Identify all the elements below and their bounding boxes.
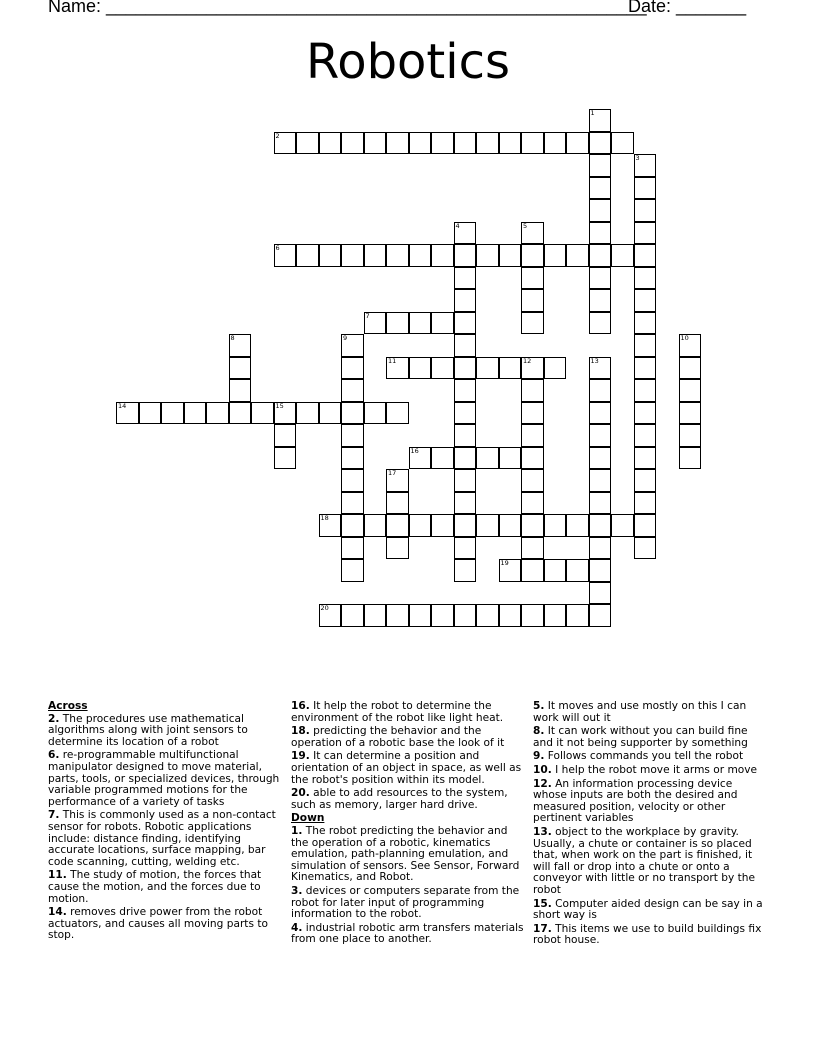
grid-cell[interactable] bbox=[566, 132, 589, 155]
grid-cell[interactable] bbox=[499, 559, 522, 582]
grid-cell[interactable] bbox=[589, 559, 612, 582]
clue-across-16: 16. It help the robot to determine the environment of the robot like light heat. bbox=[291, 700, 504, 724]
grid-cell[interactable] bbox=[386, 514, 409, 537]
grid-cell[interactable] bbox=[499, 604, 522, 627]
cell-number: 12 bbox=[523, 356, 532, 365]
grid-cell[interactable] bbox=[341, 132, 364, 155]
grid-cell[interactable] bbox=[521, 424, 544, 447]
grid-cell[interactable] bbox=[341, 244, 364, 267]
grid-cell[interactable] bbox=[386, 357, 409, 380]
grid-cell[interactable] bbox=[634, 154, 657, 177]
cell-number: 13 bbox=[590, 356, 599, 365]
grid-cell[interactable] bbox=[454, 604, 477, 627]
grid-cell[interactable] bbox=[476, 357, 499, 380]
grid-cell[interactable] bbox=[521, 492, 544, 515]
grid-cell[interactable] bbox=[229, 402, 252, 425]
cell-number: 20 bbox=[320, 604, 329, 612]
grid-cell[interactable] bbox=[679, 379, 702, 402]
grid-cell[interactable] bbox=[409, 514, 432, 537]
grid-cell[interactable] bbox=[634, 514, 657, 537]
grid-cell[interactable] bbox=[364, 604, 387, 627]
grid-cell[interactable] bbox=[589, 514, 612, 537]
grid-cell[interactable] bbox=[544, 514, 567, 537]
clue-across-11: 11. The study of motion, the forces that cause the motion, and the forces due to motion. bbox=[48, 869, 262, 905]
grid-cell[interactable] bbox=[634, 447, 657, 470]
grid-cell[interactable] bbox=[364, 312, 387, 335]
clue-down-12: 12. An information processing device whose inputs are both the desired and measured position, velocity or other pertinent variables bbox=[533, 777, 738, 825]
cell-number: 5 bbox=[523, 221, 528, 230]
grid-cell[interactable] bbox=[521, 244, 544, 267]
grid-cell[interactable] bbox=[454, 379, 477, 402]
grid-cell[interactable] bbox=[454, 312, 477, 335]
grid-cell[interactable] bbox=[679, 402, 702, 425]
grid-cell[interactable] bbox=[341, 559, 364, 582]
grid-cell[interactable] bbox=[409, 244, 432, 267]
grid-cell[interactable] bbox=[116, 402, 139, 425]
clue-across-7: 7. This is commonly used as a non-contact sensor for robots. Robotic applications include: distance finding, identifying accurate locations, surface mapping, bar code scanning, cutting, welding etc. bbox=[48, 809, 276, 868]
clue-down-9: 9. Follows commands you tell the robot bbox=[533, 750, 744, 763]
clue-across-14: 14. removes drive power from the robot actuators, and causes all moving parts to stop. bbox=[48, 906, 268, 942]
grid-cell[interactable] bbox=[589, 604, 612, 627]
grid-cell[interactable] bbox=[431, 357, 454, 380]
clues-column-1 bbox=[48, 701, 284, 944]
cell-number: 18 bbox=[320, 514, 329, 522]
grid-cell[interactable] bbox=[454, 222, 477, 245]
grid-cell[interactable] bbox=[589, 109, 612, 132]
clue-down-3: 3. devices or computers separate from the robot for later input of programming information to the robot. bbox=[291, 884, 520, 921]
grid-cell[interactable] bbox=[341, 537, 364, 560]
grid-cell[interactable] bbox=[454, 402, 477, 425]
grid-cell[interactable] bbox=[454, 514, 477, 537]
clue-across-20: 20. able to add resources to the system, such as memory, larger hard drive. bbox=[291, 787, 508, 811]
grid-cell[interactable] bbox=[566, 244, 589, 267]
grid-cell[interactable] bbox=[499, 447, 522, 470]
grid-cell[interactable] bbox=[274, 244, 297, 267]
clue-across-18: 18. predicting the behavior and the operation of a robotic base the look of it bbox=[291, 725, 505, 749]
grid-cell[interactable] bbox=[341, 357, 364, 380]
grid-cell[interactable] bbox=[386, 402, 409, 425]
clue-across-19: 19. It can determine a position and orientation of an object in space, as well as the robot's position within its model. bbox=[291, 750, 522, 786]
grid-cell[interactable] bbox=[521, 559, 544, 582]
grid-cell[interactable] bbox=[634, 244, 657, 267]
grid-cell[interactable] bbox=[589, 177, 612, 200]
grid-cell[interactable] bbox=[634, 537, 657, 560]
grid-cell[interactable] bbox=[589, 424, 612, 447]
grid-cell[interactable] bbox=[409, 312, 432, 335]
clue-down-17: 17. This items we use to build buildings fix robot house. bbox=[533, 922, 762, 947]
grid-cell[interactable] bbox=[454, 132, 477, 155]
grid-cell[interactable] bbox=[296, 132, 319, 155]
grid-cell[interactable] bbox=[386, 604, 409, 627]
grid-cell[interactable] bbox=[454, 289, 477, 312]
grid-cell[interactable] bbox=[521, 289, 544, 312]
grid-cell[interactable] bbox=[454, 357, 477, 380]
clue-down-10: 10. I help the robot move it arms or move bbox=[533, 763, 758, 776]
grid-cell[interactable] bbox=[409, 604, 432, 627]
grid-cell[interactable] bbox=[589, 199, 612, 222]
grid-cell[interactable] bbox=[544, 132, 567, 155]
grid-cell[interactable] bbox=[364, 402, 387, 425]
grid-cell[interactable] bbox=[544, 604, 567, 627]
grid-cell[interactable] bbox=[589, 244, 612, 267]
grid-cell[interactable] bbox=[566, 559, 589, 582]
grid-cell[interactable] bbox=[431, 132, 454, 155]
clue-down-1: 1. The robot predicting the behavior and the operation of a robotic, kinematics emulation, path-planning emulation, and simulation of sensors. See Sensor, Forward Kinematics, and Robot. bbox=[291, 824, 520, 884]
grid-cell[interactable] bbox=[544, 559, 567, 582]
grid-cell[interactable] bbox=[274, 132, 297, 155]
grid-cell[interactable] bbox=[341, 469, 364, 492]
cell-number: 14 bbox=[118, 401, 127, 410]
grid-cell[interactable] bbox=[139, 402, 162, 425]
grid-cell[interactable] bbox=[476, 132, 499, 155]
grid-cell[interactable] bbox=[521, 312, 544, 335]
grid-cell[interactable] bbox=[476, 244, 499, 267]
grid-cell[interactable] bbox=[521, 604, 544, 627]
grid-cell[interactable] bbox=[454, 559, 477, 582]
grid-cell[interactable] bbox=[274, 424, 297, 447]
grid-cell[interactable] bbox=[386, 537, 409, 560]
grid-cell[interactable] bbox=[634, 267, 657, 290]
grid-cell[interactable] bbox=[161, 402, 184, 425]
cell-number: 19 bbox=[500, 559, 509, 567]
grid-cell[interactable] bbox=[409, 132, 432, 155]
grid-cell[interactable] bbox=[589, 537, 612, 560]
grid-cell[interactable] bbox=[431, 312, 454, 335]
clue-down-4: 4. industrial robotic arm transfers materials from one place to another. bbox=[291, 921, 524, 946]
cell-number: 4 bbox=[455, 221, 460, 230]
grid-cell[interactable] bbox=[274, 447, 297, 470]
grid-cell[interactable] bbox=[409, 447, 432, 470]
clues-column-2 bbox=[291, 701, 527, 948]
grid-cell[interactable] bbox=[341, 424, 364, 447]
grid-cell[interactable] bbox=[499, 514, 522, 537]
grid-cell[interactable] bbox=[679, 357, 702, 380]
cell-number: 8 bbox=[230, 334, 235, 342]
grid-cell[interactable] bbox=[521, 132, 544, 155]
grid-cell[interactable] bbox=[454, 447, 477, 470]
cell-number: 3 bbox=[635, 154, 640, 162]
cell-number: 15 bbox=[275, 401, 284, 410]
clue-across-6: 6. re-programmable multifunctional manipulator designed to move material, parts, tools, or specialized devices, through variable programmed motions for the performance of a variety of tasks bbox=[48, 749, 280, 808]
grid-cell[interactable] bbox=[431, 514, 454, 537]
cell-number: 16 bbox=[410, 446, 419, 455]
grid-cell[interactable] bbox=[454, 267, 477, 290]
cell-number: 6 bbox=[275, 244, 280, 252]
grid-cell[interactable] bbox=[184, 402, 207, 425]
grid-cell[interactable] bbox=[341, 514, 364, 537]
grid-cell[interactable] bbox=[364, 514, 387, 537]
grid-cell[interactable] bbox=[566, 604, 589, 627]
clue-down-8: 8. It can work without you can build fine and it not being supporter by something bbox=[533, 725, 748, 749]
grid-cell[interactable] bbox=[341, 379, 364, 402]
grid-cell[interactable] bbox=[364, 132, 387, 155]
grid-cell[interactable] bbox=[454, 244, 477, 267]
grid-cell[interactable] bbox=[589, 222, 612, 245]
grid-cell[interactable] bbox=[454, 424, 477, 447]
cell-number: 10 bbox=[680, 334, 689, 342]
grid-cell[interactable] bbox=[251, 402, 274, 425]
grid-cell[interactable] bbox=[341, 334, 364, 357]
grid-cell[interactable] bbox=[679, 334, 702, 357]
cell-number: 9 bbox=[343, 334, 348, 342]
grid-cell[interactable] bbox=[476, 604, 499, 627]
clues-column-3 bbox=[533, 701, 769, 949]
grid-cell[interactable] bbox=[634, 424, 657, 447]
grid-cell[interactable] bbox=[499, 357, 522, 380]
grid-cell[interactable] bbox=[589, 469, 612, 492]
grid-cell[interactable] bbox=[589, 154, 612, 177]
grid-cell[interactable] bbox=[521, 402, 544, 425]
grid-cell[interactable] bbox=[431, 447, 454, 470]
grid-cell[interactable] bbox=[679, 424, 702, 447]
grid-cell[interactable] bbox=[319, 604, 342, 627]
grid-cell[interactable] bbox=[229, 357, 252, 380]
grid-cell[interactable] bbox=[589, 492, 612, 515]
name-field-label[interactable]: Name: ______________________________________________________ bbox=[48, 0, 647, 16]
grid-cell[interactable] bbox=[386, 492, 409, 515]
clue-down-15: 15. Computer aided design can be say in a short way is bbox=[533, 897, 763, 922]
grid-cell[interactable] bbox=[341, 604, 364, 627]
clue-across-2: 2. The procedures use mathematical algorithms along with joint sensors to determine its location of a robot bbox=[48, 712, 248, 748]
grid-cell[interactable] bbox=[634, 222, 657, 245]
grid-cell[interactable] bbox=[589, 357, 612, 380]
clue-down-13: 13. object to the workplace by gravity. Usually, a chute or container is so placed that, when work on the part is finished, it will fall or drop into a chute or onto a conveyor with little or no transport by the robot bbox=[533, 825, 755, 896]
grid-cell[interactable] bbox=[566, 514, 589, 537]
grid-cell[interactable] bbox=[589, 267, 612, 290]
grid-cell[interactable] bbox=[319, 514, 342, 537]
grid-cell[interactable] bbox=[634, 402, 657, 425]
grid-cell[interactable] bbox=[634, 469, 657, 492]
grid-cell[interactable] bbox=[386, 312, 409, 335]
grid-cell[interactable] bbox=[476, 447, 499, 470]
grid-cell[interactable] bbox=[229, 379, 252, 402]
grid-cell[interactable] bbox=[521, 537, 544, 560]
down-heading: Down bbox=[291, 812, 325, 825]
grid-cell[interactable] bbox=[521, 222, 544, 245]
grid-cell[interactable] bbox=[386, 469, 409, 492]
grid-cell[interactable] bbox=[319, 244, 342, 267]
grid-cell[interactable] bbox=[341, 447, 364, 470]
grid-cell[interactable] bbox=[634, 379, 657, 402]
date-field-label[interactable]: Date: _______ bbox=[628, 0, 747, 16]
grid-cell[interactable] bbox=[521, 267, 544, 290]
grid-cell[interactable] bbox=[589, 447, 612, 470]
grid-cell[interactable] bbox=[476, 514, 499, 537]
grid-cell[interactable] bbox=[634, 199, 657, 222]
grid-cell[interactable] bbox=[679, 447, 702, 470]
grid-cell[interactable] bbox=[296, 244, 319, 267]
grid-cell[interactable] bbox=[431, 244, 454, 267]
grid-cell[interactable] bbox=[521, 469, 544, 492]
grid-cell[interactable] bbox=[386, 244, 409, 267]
grid-cell[interactable] bbox=[589, 379, 612, 402]
grid-cell[interactable] bbox=[431, 604, 454, 627]
grid-cell[interactable] bbox=[634, 289, 657, 312]
cell-number: 11 bbox=[388, 356, 397, 365]
grid-cell[interactable] bbox=[319, 132, 342, 155]
grid-cell[interactable] bbox=[589, 312, 612, 335]
grid-cell[interactable] bbox=[454, 537, 477, 560]
grid-cell[interactable] bbox=[589, 289, 612, 312]
grid-cell[interactable] bbox=[319, 402, 342, 425]
grid-cell[interactable] bbox=[634, 492, 657, 515]
grid-cell[interactable] bbox=[521, 514, 544, 537]
cell-number: 1 bbox=[590, 109, 595, 117]
clue-down-5: 5. It moves and use mostly on this I can work will out it bbox=[533, 700, 747, 724]
grid-cell[interactable] bbox=[634, 312, 657, 335]
cell-number: 2 bbox=[275, 131, 280, 140]
grid-cell[interactable] bbox=[206, 402, 229, 425]
grid-cell[interactable] bbox=[589, 582, 612, 605]
page-title: Robotics bbox=[306, 34, 510, 90]
cell-number: 7 bbox=[365, 311, 370, 320]
grid-cell[interactable] bbox=[499, 244, 522, 267]
grid-cell[interactable] bbox=[499, 132, 522, 155]
grid-cell[interactable] bbox=[521, 357, 544, 380]
grid-cell[interactable] bbox=[341, 492, 364, 515]
grid-cell[interactable] bbox=[521, 447, 544, 470]
grid-cell[interactable] bbox=[454, 469, 477, 492]
grid-cell[interactable] bbox=[521, 379, 544, 402]
grid-cell[interactable] bbox=[611, 244, 634, 267]
grid-cell[interactable] bbox=[589, 402, 612, 425]
grid-cell[interactable] bbox=[634, 177, 657, 200]
grid-cell[interactable] bbox=[634, 357, 657, 380]
grid-cell[interactable] bbox=[274, 402, 297, 425]
grid-cell[interactable] bbox=[589, 132, 612, 155]
grid-cell[interactable] bbox=[454, 492, 477, 515]
grid-cell[interactable] bbox=[364, 244, 387, 267]
grid-cell[interactable] bbox=[611, 132, 634, 155]
grid-cell[interactable] bbox=[544, 244, 567, 267]
grid-cell[interactable] bbox=[544, 357, 567, 380]
grid-cell[interactable] bbox=[611, 514, 634, 537]
grid-cell[interactable] bbox=[296, 402, 319, 425]
grid-cell[interactable] bbox=[454, 334, 477, 357]
grid-cell[interactable] bbox=[386, 132, 409, 155]
grid-cell[interactable] bbox=[634, 334, 657, 357]
across-heading: Across bbox=[48, 700, 88, 712]
grid-cell[interactable] bbox=[229, 334, 252, 357]
grid-cell[interactable] bbox=[341, 402, 364, 425]
grid-cell[interactable] bbox=[409, 357, 432, 380]
cell-number: 17 bbox=[388, 469, 397, 477]
